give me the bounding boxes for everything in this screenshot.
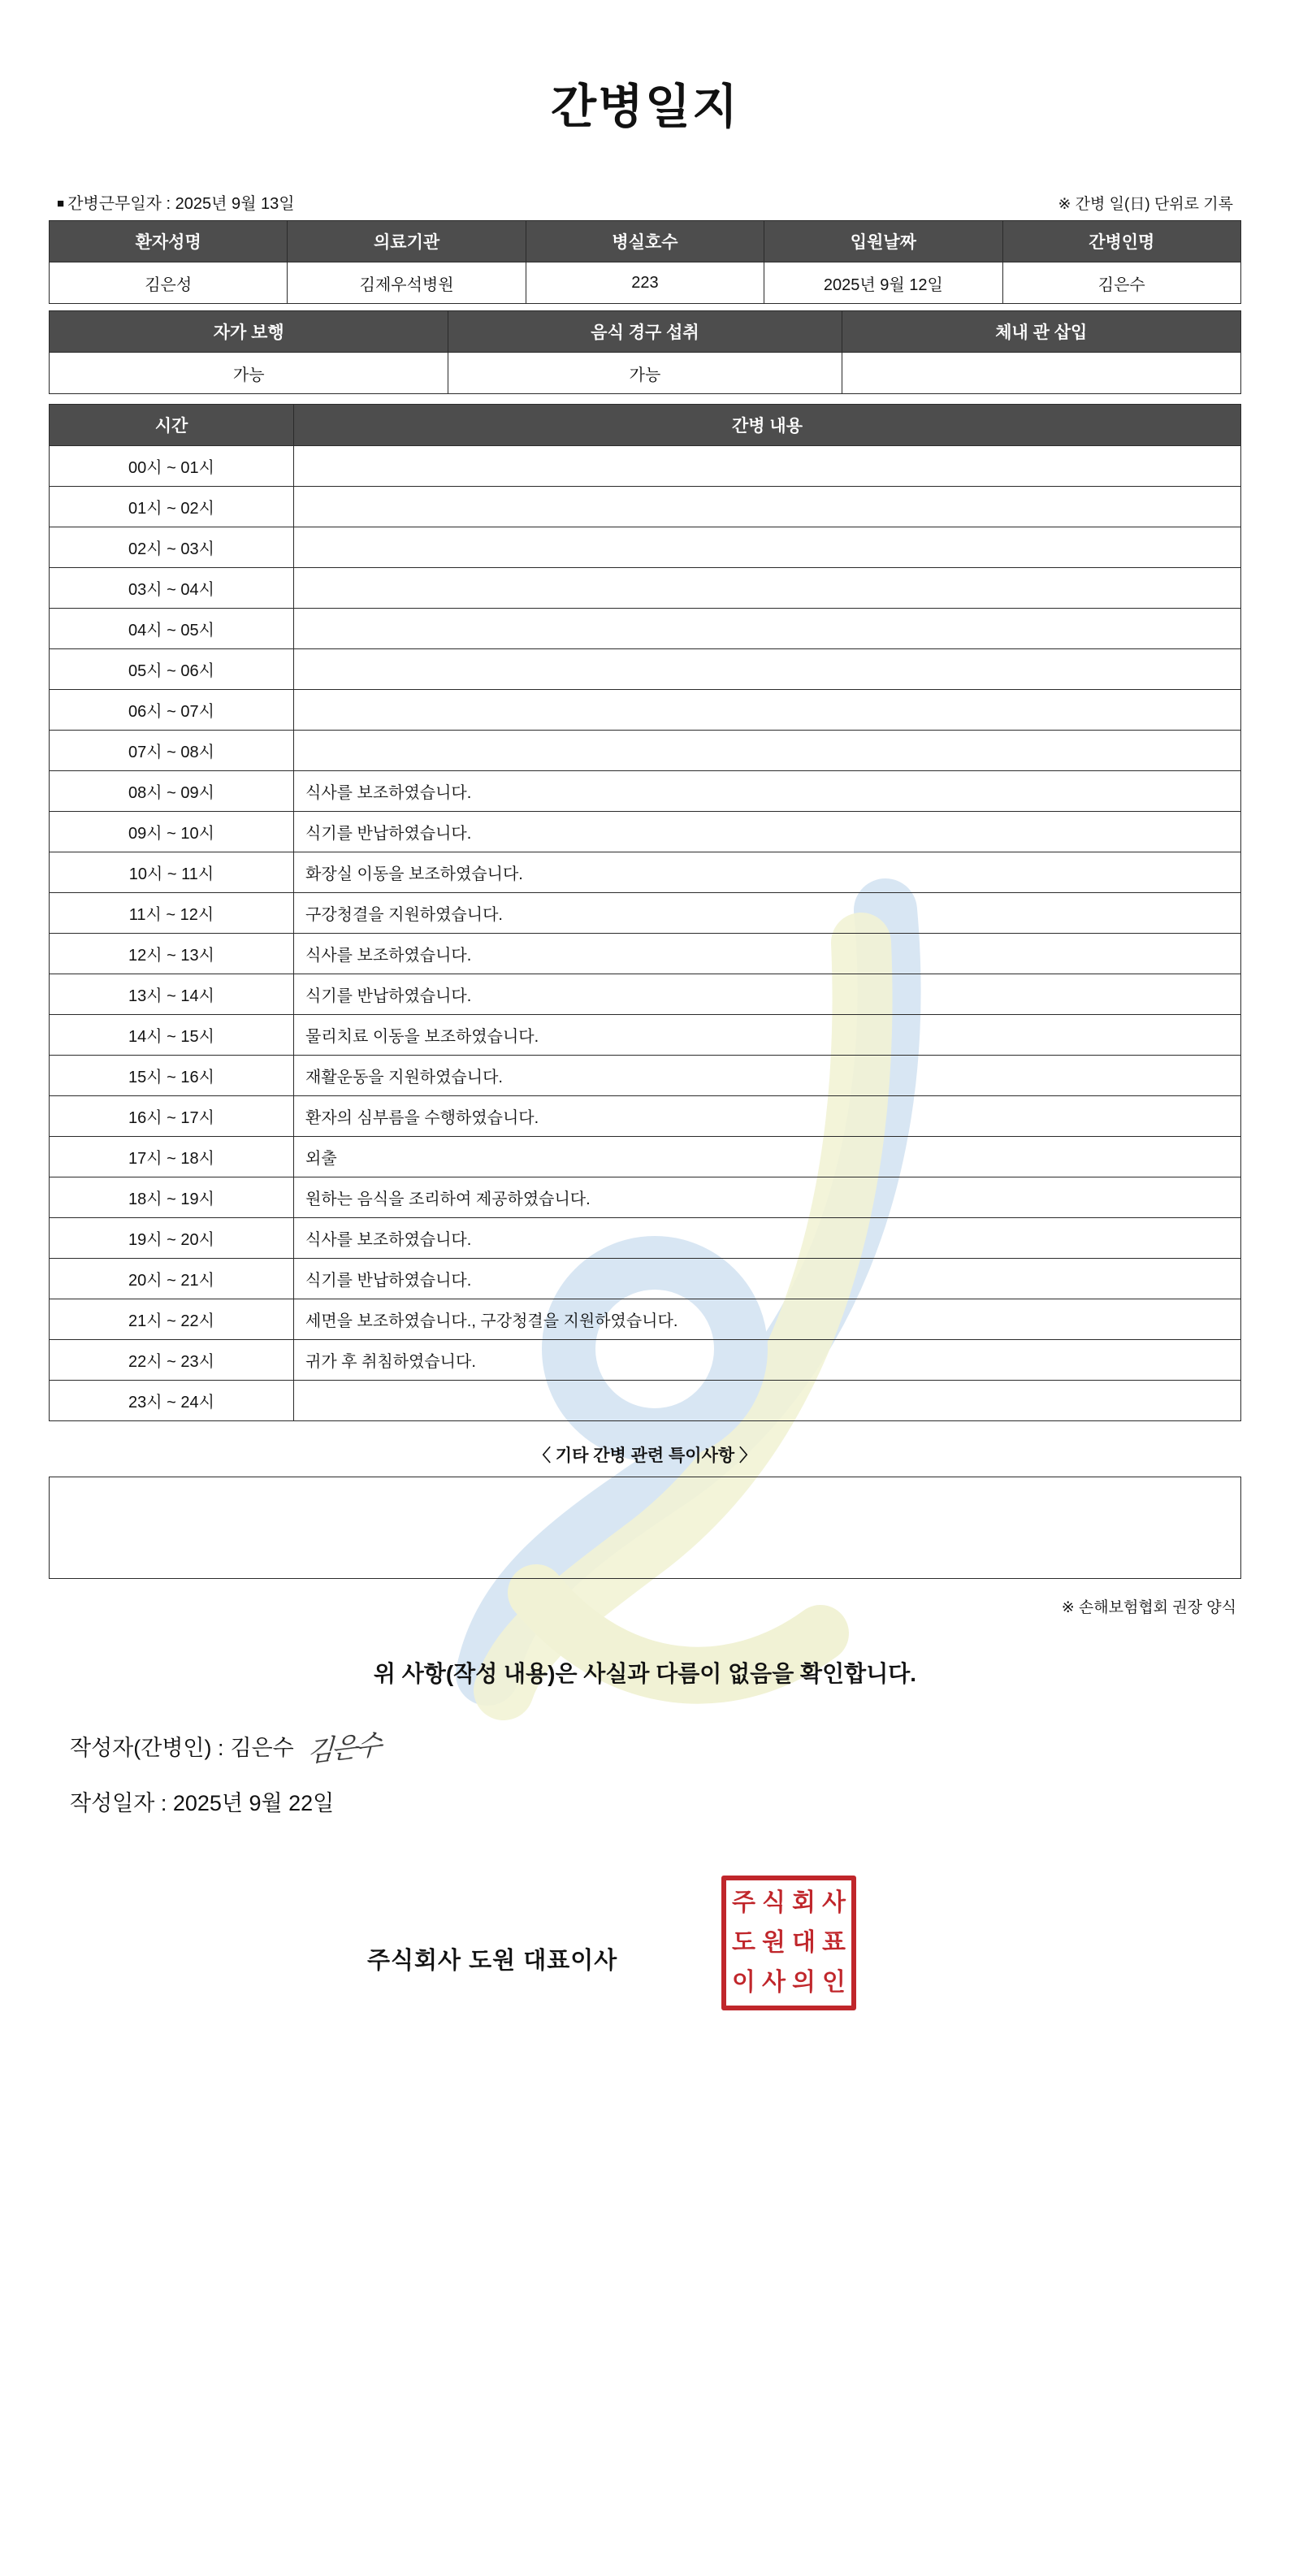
table-row bbox=[50, 1096, 1241, 1137]
th-hospital: 의료기관 bbox=[288, 221, 526, 262]
td-time: 02시 ~ 03시 bbox=[50, 527, 294, 568]
table-row bbox=[50, 1137, 1241, 1177]
td-patient-name: 김은성 bbox=[50, 262, 288, 304]
td-care-content bbox=[294, 731, 1241, 771]
th-self-walking: 자가 보행 bbox=[50, 311, 448, 353]
table-row bbox=[50, 353, 1241, 394]
td-care-content bbox=[294, 690, 1241, 731]
writer-row bbox=[49, 1726, 1241, 1769]
table-header-row bbox=[50, 221, 1241, 262]
td-care-content: 환자의 심부름을 수행하였습니다. bbox=[294, 1096, 1241, 1137]
stamp-char: 식 bbox=[762, 1889, 786, 1916]
td-time: 09시 ~ 10시 bbox=[50, 812, 294, 852]
table-row bbox=[50, 974, 1241, 1015]
stamp-char: 회 bbox=[792, 1889, 816, 1916]
company-seal-stamp bbox=[721, 1876, 856, 2010]
td-care-content: 재활운동을 지원하였습니다. bbox=[294, 1056, 1241, 1096]
td-time: 04시 ~ 05시 bbox=[50, 609, 294, 649]
table-row bbox=[50, 934, 1241, 974]
hourly-care-log-table bbox=[49, 404, 1241, 1421]
work-date-value: 2025년 9월 13일 bbox=[175, 195, 295, 213]
table-row bbox=[50, 262, 1241, 304]
stamp-char: 인 bbox=[822, 1969, 846, 1997]
td-time: 19시 ~ 20시 bbox=[50, 1218, 294, 1259]
work-date-label: 간병근무일자 bbox=[67, 195, 162, 213]
th-room-number: 병실호수 bbox=[526, 221, 764, 262]
td-admission-date: 2025년 9월 12일 bbox=[764, 262, 1002, 304]
td-care-content: 식사를 보조하였습니다. bbox=[294, 771, 1241, 812]
td-care-content bbox=[294, 487, 1241, 527]
stamp-char: 의 bbox=[792, 1969, 816, 1997]
table-row bbox=[50, 1218, 1241, 1259]
td-care-content: 식기를 반납하였습니다. bbox=[294, 1259, 1241, 1299]
write-date-label: 작성일자 : bbox=[70, 1791, 167, 1815]
td-care-content: 원하는 음식을 조리하여 제공하였습니다. bbox=[294, 1177, 1241, 1218]
td-care-content: 식사를 보조하였습니다. bbox=[294, 934, 1241, 974]
stamp-char: 주 bbox=[732, 1889, 755, 1916]
writer-name: 김은수 bbox=[230, 1736, 294, 1760]
td-time: 08시 ~ 09시 bbox=[50, 771, 294, 812]
td-time: 15시 ~ 16시 bbox=[50, 1056, 294, 1096]
td-time: 23시 ~ 24시 bbox=[50, 1381, 294, 1421]
confirmation-statement: 위 사항(작성 내용)은 사실과 다름이 없음을 확인합니다. bbox=[373, 1661, 917, 1686]
table-row bbox=[50, 1015, 1241, 1056]
special-notes-title: 〈 기타 간병 관련 특이사항 〉 bbox=[533, 1446, 757, 1465]
td-time: 16시 ~ 17시 bbox=[50, 1096, 294, 1137]
td-care-content: 화장실 이동을 보조하였습니다. bbox=[294, 852, 1241, 893]
td-care-content: 물리치료 이동을 보조하였습니다. bbox=[294, 1015, 1241, 1056]
bullet-square-icon: ■ bbox=[57, 197, 65, 210]
td-room-number: 223 bbox=[526, 262, 764, 304]
work-date-block bbox=[57, 190, 295, 214]
th-patient-name: 환자성명 bbox=[50, 221, 288, 262]
td-time: 03시 ~ 04시 bbox=[50, 568, 294, 609]
td-care-content bbox=[294, 446, 1241, 487]
stamp-char: 사 bbox=[762, 1969, 786, 1997]
page-title: 간병일지 bbox=[550, 80, 740, 133]
table-row bbox=[50, 527, 1241, 568]
th-internal-tube: 체내 관 삽입 bbox=[842, 311, 1240, 353]
td-care-content: 식기를 반납하였습니다. bbox=[294, 812, 1241, 852]
td-care-content: 외출 bbox=[294, 1137, 1241, 1177]
company-signature-row bbox=[49, 1867, 1241, 2030]
td-caregiver-name: 김은수 bbox=[1002, 262, 1240, 304]
stamp-char: 원 bbox=[762, 1928, 786, 1956]
table-row bbox=[50, 893, 1241, 934]
td-time: 07시 ~ 08시 bbox=[50, 731, 294, 771]
write-date-value: 2025년 9월 22일 bbox=[172, 1791, 335, 1815]
table-row bbox=[50, 1381, 1241, 1421]
td-care-content: 귀가 후 취침하였습니다. bbox=[294, 1340, 1241, 1381]
td-care-content: 세면을 보조하였습니다., 구강청결을 지원하였습니다. bbox=[294, 1299, 1241, 1340]
th-care-content: 간병 내용 bbox=[294, 405, 1241, 446]
th-oral-intake: 음식 경구 섭취 bbox=[448, 311, 842, 353]
td-time: 11시 ~ 12시 bbox=[50, 893, 294, 934]
stamp-char: 사 bbox=[822, 1889, 846, 1916]
td-care-content bbox=[294, 1381, 1241, 1421]
table-row bbox=[50, 1299, 1241, 1340]
td-time: 12시 ~ 13시 bbox=[50, 934, 294, 974]
table-row bbox=[50, 812, 1241, 852]
form-source-note: ※ 손해보험협회 권장 양식 bbox=[1061, 1599, 1236, 1616]
patient-info-table bbox=[49, 220, 1241, 304]
writer-label: 작성자(간병인) : bbox=[70, 1736, 224, 1760]
td-time: 18시 ~ 19시 bbox=[50, 1177, 294, 1218]
write-date-row bbox=[49, 1785, 1241, 1817]
meta-row bbox=[49, 190, 1241, 220]
td-care-content: 구강청결을 지원하였습니다. bbox=[294, 893, 1241, 934]
table-row bbox=[50, 487, 1241, 527]
td-time: 21시 ~ 22시 bbox=[50, 1299, 294, 1340]
table-header-row bbox=[50, 405, 1241, 446]
td-hospital: 김제우석병원 bbox=[288, 262, 526, 304]
company-name: 주식회사 도원 대표이사 bbox=[367, 1948, 618, 1974]
table-row bbox=[50, 609, 1241, 649]
table-row bbox=[50, 1056, 1241, 1096]
table-header-row bbox=[50, 311, 1241, 353]
td-care-content bbox=[294, 527, 1241, 568]
stamp-char: 이 bbox=[732, 1969, 755, 1997]
td-time: 06시 ~ 07시 bbox=[50, 690, 294, 731]
table-row bbox=[50, 1177, 1241, 1218]
table-row bbox=[50, 1259, 1241, 1299]
td-care-content: 식사를 보조하였습니다. bbox=[294, 1218, 1241, 1259]
td-time: 17시 ~ 18시 bbox=[50, 1137, 294, 1177]
table-row bbox=[50, 771, 1241, 812]
record-unit-note: ※ 간병 일(日) 단위로 기록 bbox=[1058, 196, 1233, 213]
stamp-char: 표 bbox=[822, 1928, 846, 1956]
td-time: 13시 ~ 14시 bbox=[50, 974, 294, 1015]
table-row bbox=[50, 731, 1241, 771]
table-row bbox=[50, 446, 1241, 487]
td-time: 10시 ~ 11시 bbox=[50, 852, 294, 893]
patient-condition-table bbox=[49, 310, 1241, 394]
th-time: 시간 bbox=[50, 405, 294, 446]
stamp-char: 도 bbox=[732, 1928, 755, 1956]
td-time: 01시 ~ 02시 bbox=[50, 487, 294, 527]
table-row bbox=[50, 568, 1241, 609]
stamp-char: 대 bbox=[792, 1928, 816, 1956]
td-care-content bbox=[294, 568, 1241, 609]
special-notes-box[interactable] bbox=[49, 1477, 1241, 1579]
td-internal-tube bbox=[842, 353, 1240, 394]
td-care-content bbox=[294, 649, 1241, 690]
table-row bbox=[50, 1340, 1241, 1381]
td-time: 05시 ~ 06시 bbox=[50, 649, 294, 690]
td-time: 22시 ~ 23시 bbox=[50, 1340, 294, 1381]
signature-mark: 김은수 bbox=[306, 1728, 380, 1769]
td-oral-intake: 가능 bbox=[448, 353, 842, 394]
work-date-separator: : bbox=[166, 195, 171, 213]
th-caregiver-name: 간병인명 bbox=[1002, 221, 1240, 262]
td-time: 00시 ~ 01시 bbox=[50, 446, 294, 487]
td-care-content: 식기를 반납하였습니다. bbox=[294, 974, 1241, 1015]
table-row bbox=[50, 649, 1241, 690]
th-admission-date: 입원날짜 bbox=[764, 221, 1002, 262]
td-time: 20시 ~ 21시 bbox=[50, 1259, 294, 1299]
td-time: 14시 ~ 15시 bbox=[50, 1015, 294, 1056]
td-care-content bbox=[294, 609, 1241, 649]
table-row bbox=[50, 852, 1241, 893]
table-row bbox=[50, 690, 1241, 731]
td-self-walking: 가능 bbox=[50, 353, 448, 394]
